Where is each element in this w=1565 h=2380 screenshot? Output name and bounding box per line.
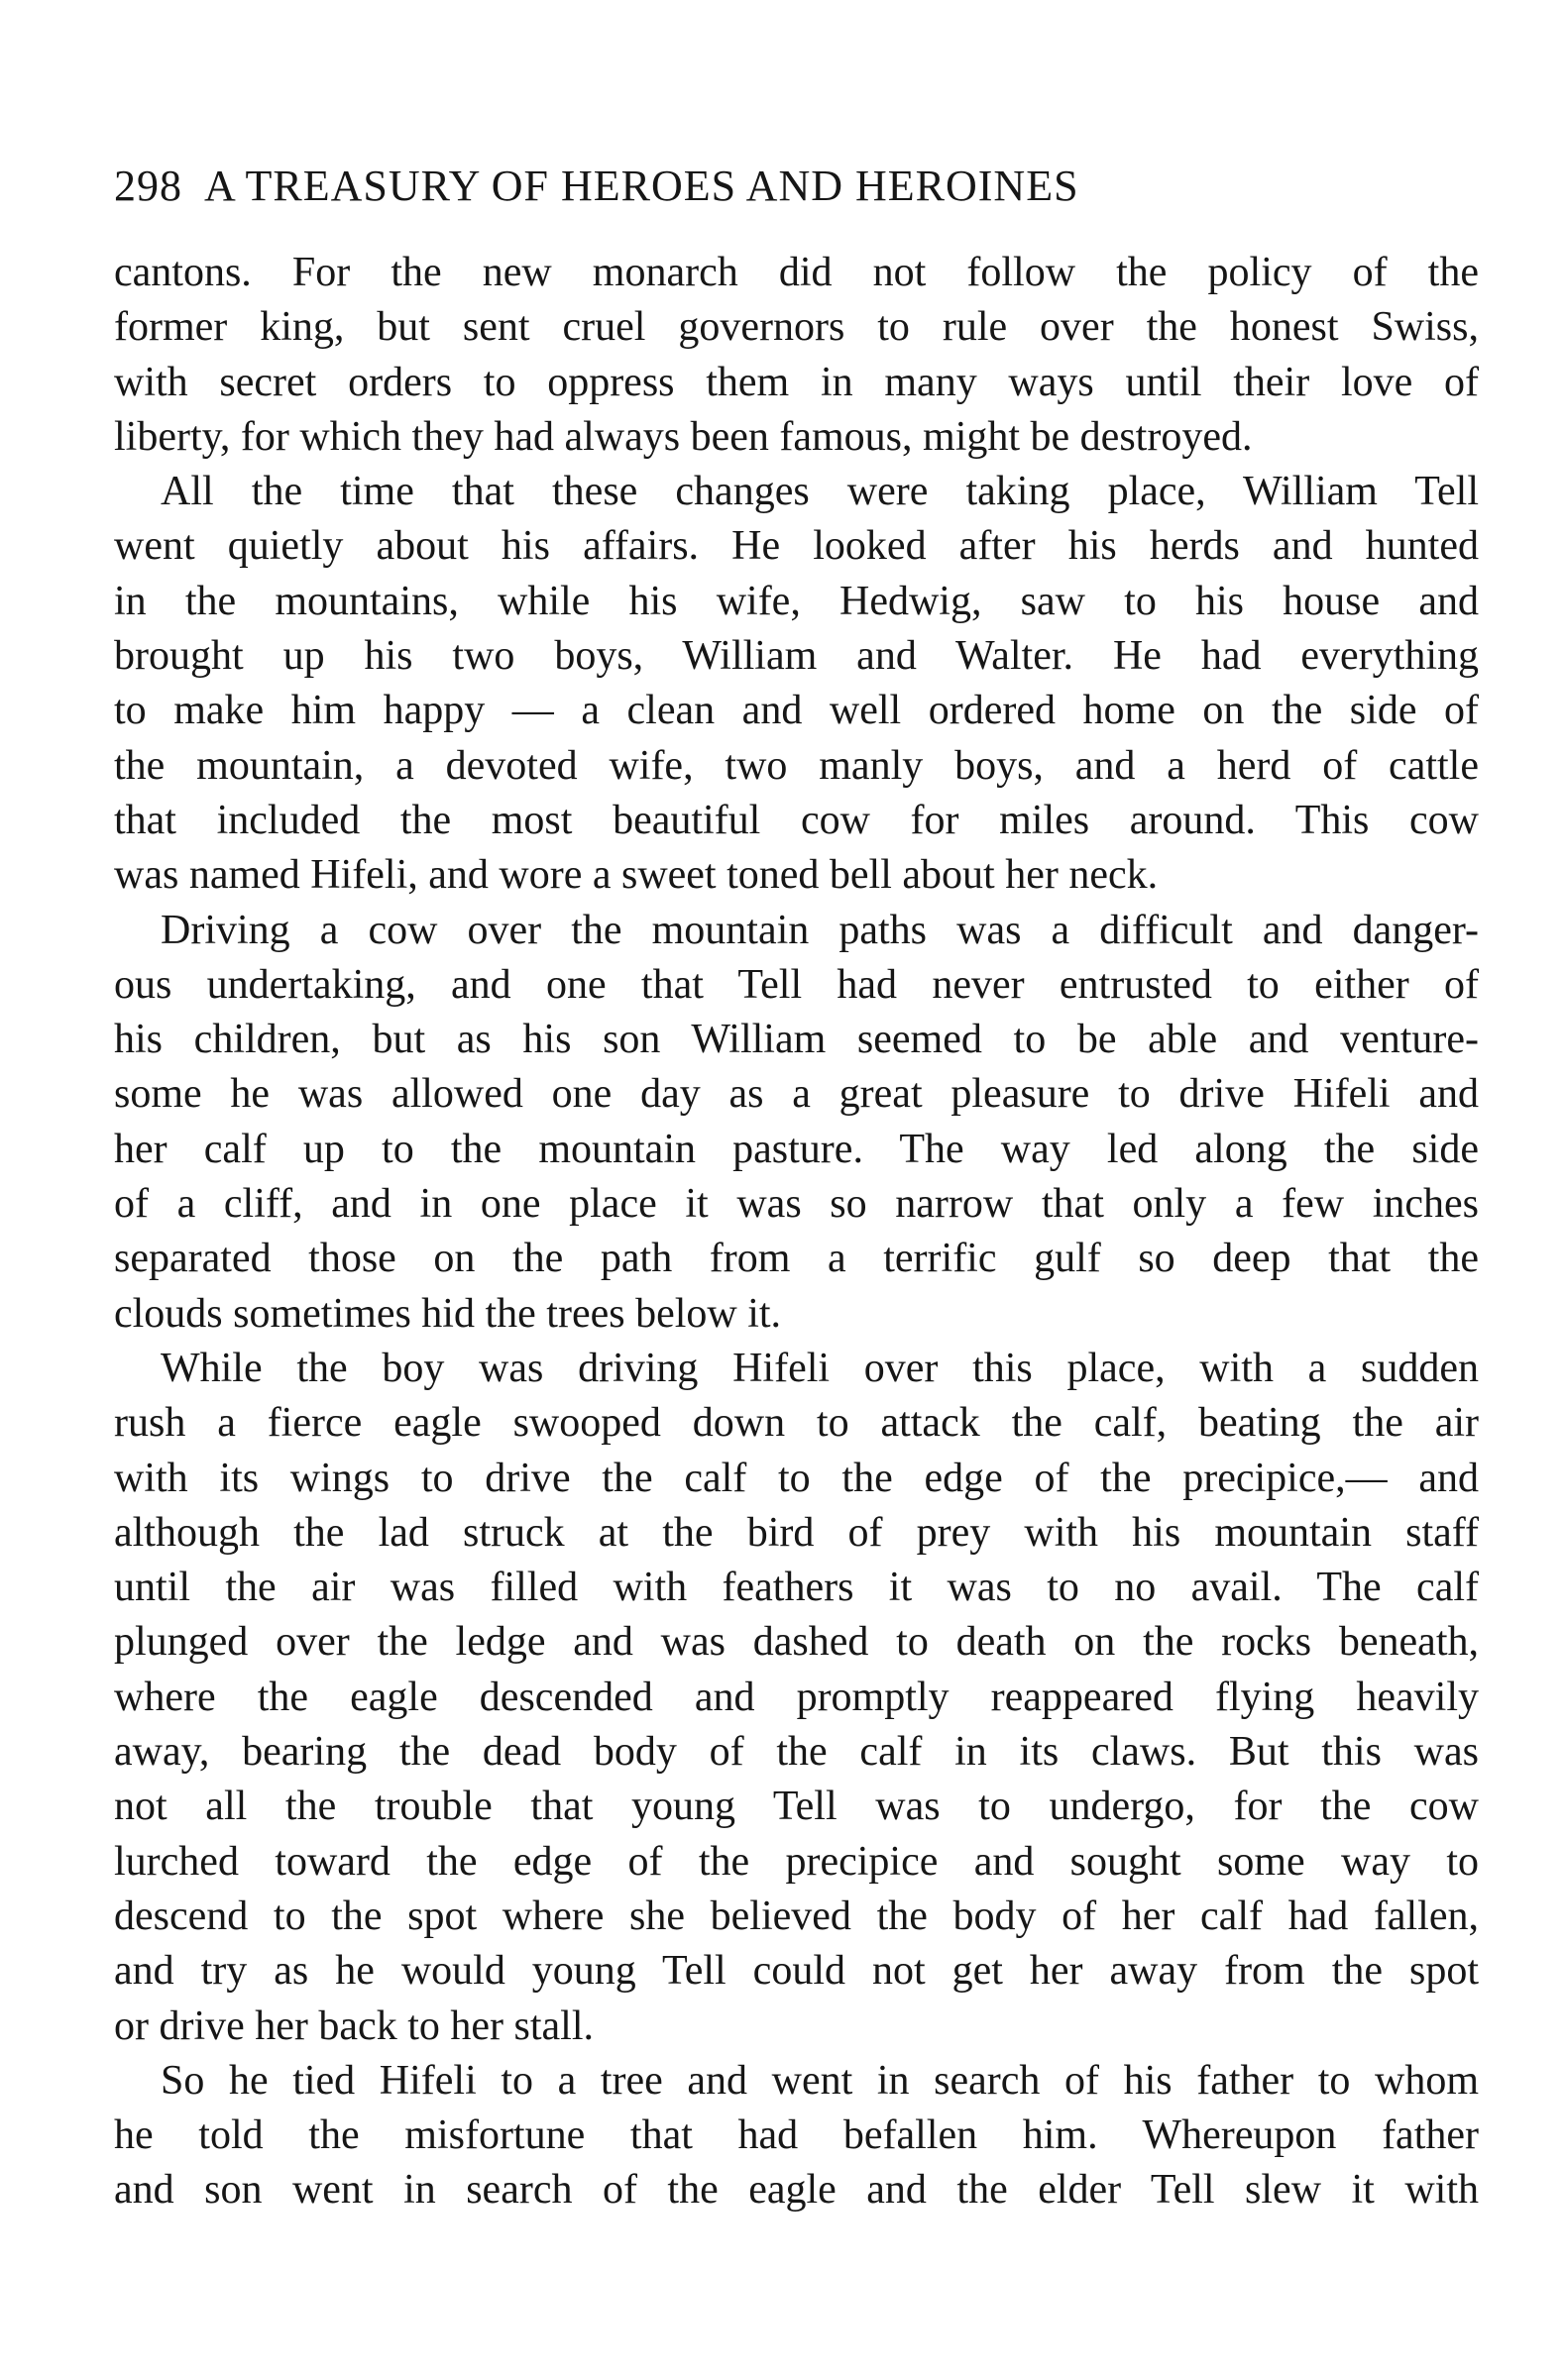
text-line: with secret orders to oppress them in many ways until their love of: [114, 359, 1479, 405]
text-line: his children, but as his son William seemed to be able and venture-: [114, 1017, 1479, 1063]
text-line: in the mountains, while his wife, Hedwig, saw to his house and: [114, 578, 1479, 624]
text-line: went quietly about his affairs. He looked after his herds and hunted: [114, 523, 1479, 570]
text-line: the mountain, a devoted wife, two manly boys, and a herd of cattle: [114, 742, 1479, 789]
running-header: [114, 157, 1079, 216]
text-line: rush a fierce eagle swooped down to attack the calf, beating the air: [114, 1400, 1479, 1447]
text-line: cantons. For the new monarch did not follow the policy of the: [114, 250, 1479, 295]
text-line: liberty, for which they had always been famous, might be destroyed.: [114, 413, 1253, 460]
text-line: plunged over the ledge and was dashed to death on the rocks beneath,: [114, 1619, 1479, 1666]
text-line: where the eagle descended and promptly reappeared flying heavily: [114, 1674, 1479, 1720]
text-line: he told the misfortune that had befallen him. Whereupon father: [114, 2112, 1479, 2159]
text-line: and son went in search of the eagle and the elder Tell slew it with: [114, 2167, 1479, 2214]
text-line: and try as he would young Tell could not get her away from the spot: [114, 1948, 1479, 1995]
paragraph: [114, 2054, 1479, 2218]
text-line: with its wings to drive the calf to the edge of the precipice,— and: [114, 1455, 1479, 1501]
text-line: her calf up to the mountain pasture. The way led along the side: [114, 1126, 1479, 1172]
text-line: was named Hifeli, and wore a sweet toned bell about her neck.: [114, 852, 1159, 899]
text-line: that included the most beautiful cow for miles around. This cow: [114, 797, 1479, 843]
text-line: clouds sometimes hid the trees below it.: [114, 1290, 782, 1337]
paragraph: [114, 465, 1479, 903]
text-line: although the lad struck at the bird of prey with his mountain staff: [114, 1509, 1479, 1556]
text-line: to make him happy — a clean and well ordered home on the side of: [114, 688, 1479, 734]
text-line: Driving a cow over the mountain paths was a difficult and danger-: [161, 907, 1479, 953]
text-line: away, bearing the dead body of the calf in its claws. But this was: [114, 1729, 1479, 1776]
page-number: 298: [114, 162, 182, 210]
text-line: separated those on the path from a terrific gulf so deep that the: [114, 1236, 1479, 1282]
body-text: [114, 246, 1479, 2218]
text-line: descend to the spot where she believed the body of her calf had fallen,: [114, 1893, 1479, 1939]
text-line: until the air was filled with feathers it was to no avail. The calf: [114, 1565, 1479, 1611]
paragraph: [114, 1342, 1479, 2054]
text-line: or drive her back to her stall.: [114, 2002, 594, 2049]
text-line: of a cliff, and in one place it was so narrow that only a few inches: [114, 1181, 1479, 1228]
running-title: A TREASURY OF HEROES AND HEROINES: [204, 162, 1079, 210]
text-line: brought up his two boys, William and Walter. He had everything: [114, 633, 1479, 680]
text-line: lurched toward the edge of the precipice and sought some way to: [114, 1838, 1479, 1885]
text-line: So he tied Hifeli to a tree and went in search of his father to whom: [161, 2057, 1479, 2104]
paragraph: [114, 904, 1479, 1342]
text-line: former king, but sent cruel governors to rule over the honest Swiss,: [114, 304, 1479, 351]
text-line: ous undertaking, and one that Tell had never entrusted to either of: [114, 961, 1479, 1008]
text-line: All the time that these changes were taking place, William Tell: [161, 469, 1479, 515]
text-line: some he was allowed one day as a great pleasure to drive Hifeli and: [114, 1071, 1479, 1118]
paragraph: [114, 246, 1479, 465]
text-line: While the boy was driving Hifeli over this place, with a sudden: [161, 1345, 1479, 1391]
text-line: not all the trouble that young Tell was to undergo, for the cow: [114, 1784, 1479, 1830]
